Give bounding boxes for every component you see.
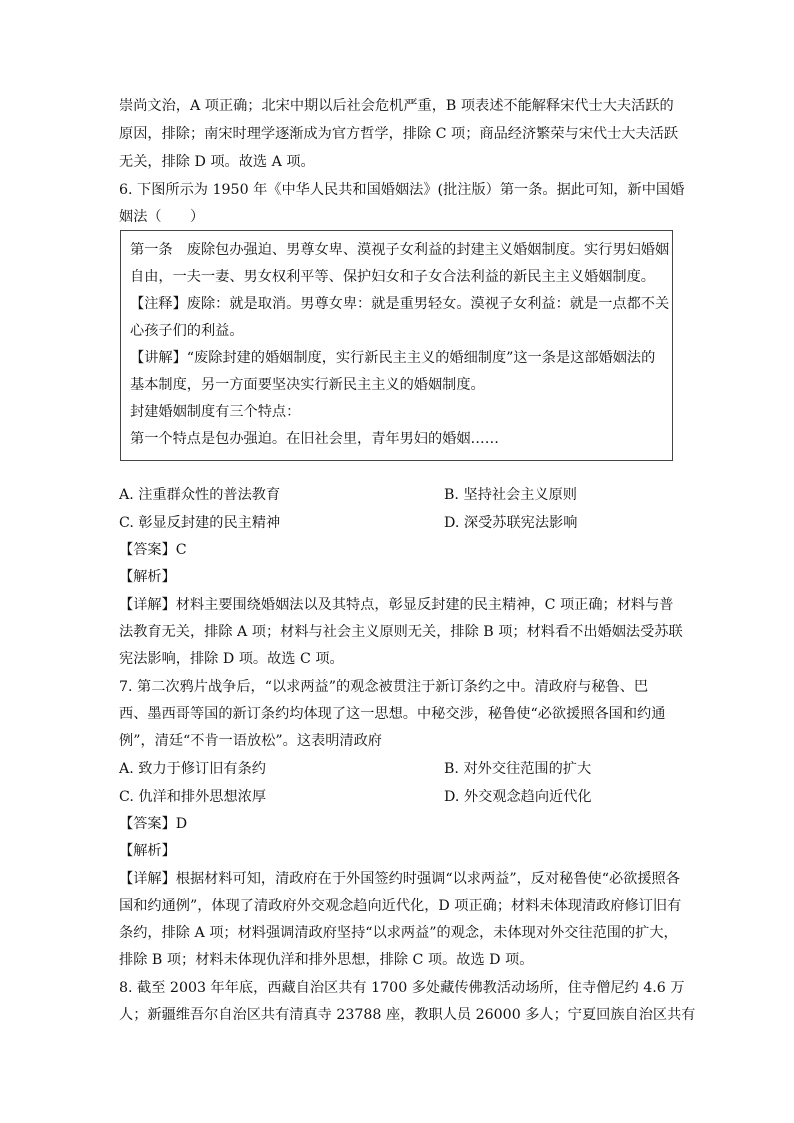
q6-material-line-7: 封建婚姻制度有三个特点：: [130, 404, 301, 420]
q6-option-b: B. 坚持社会主义原则: [444, 487, 577, 503]
q7-detail-line-2: 国和约通例”，体现了清政府外交观念趋向近代化，D 项正确；材料未体现清政府修订旧有: [119, 898, 682, 914]
q7-detail-line-1: 【详解】根据材料可知，清政府在于外国签约时强调“以求两益”，反对秘鲁使“必欲援照各: [119, 871, 680, 887]
q6-answer: 【答案】C: [119, 542, 187, 558]
q7-detail-line-4: 排除 B 项；材料未体现仇洋和排外思想，排除 C 项。故选 D 项。: [119, 952, 534, 968]
q6-material-line-4: 心孩子们的利益。: [130, 323, 244, 339]
q6-material-line-3: 【注释】废除：就是取消。男尊女卑：就是重男轻女。漠视子女利益：就是一点都不关: [130, 296, 670, 312]
q6-material-line-2: 自由，一夫一妻、男女权利平等、保护妇女和子女合法利益的新民主主义婚姻制度。: [130, 269, 655, 285]
prev-analysis-line-2: 原因，排除；南宋时理学逐渐成为官方哲学，排除 C 项；商品经济繁荣与宋代士大夫活跃: [119, 126, 679, 142]
q7-option-c: C. 仇洋和排外思想浓厚: [119, 789, 267, 805]
q7-option-a: A. 致力于修订旧有条约: [119, 761, 266, 777]
q7-option-b: B. 对外交往范围的扩大: [444, 761, 592, 777]
q7-stem-line-3: 例”，清廷“不肯一语放松”。这表明清政府: [119, 733, 382, 749]
q7-answer: 【答案】D: [119, 816, 188, 832]
q6-material-line-6: 基本制度，另一方面要坚决实行新民主主义的婚姻制度。: [130, 377, 485, 393]
q7-analysis-label: 【解析】: [119, 843, 176, 859]
q6-material-line-5: 【讲解】“废除封建的婚姻制度，实行新民主主义的婚细制度”这一条是这部婚姻法的: [130, 350, 656, 366]
q6-stem-line-2: 姻法（ ）: [119, 209, 205, 225]
q7-stem-line-2: 西、墨西哥等国的新订条约均体现了这一思想。中秘交涉，秘鲁使“必欲援照各国和约通: [119, 706, 666, 722]
q6-material-line-8: 第一个特点是包办强迫。在旧社会里，青年男妇的婚姻……: [130, 431, 499, 447]
q7-detail-line-3: 条约，排除 A 项；材料强调清政府坚持“以求两益”的观念，未体现对外交往范围的扩大，: [119, 925, 678, 941]
q6-analysis-label: 【解析】: [119, 569, 176, 585]
q6-detail-line-1: 【详解】材料主要围绕婚姻法以及其特点，彰显反封建的民主精神，C 项正确；材料与普: [119, 597, 674, 613]
q6-option-d: D. 深受苏联宪法影响: [444, 515, 578, 531]
prev-analysis-line-3: 无关，排除 D 项。故选 A 项。: [119, 154, 315, 170]
q8-stem-line-1: 8. 截至 2003 年年底，西藏自治区共有 1700 多处藏传佛教活动场所，住寺僧尼约 4.6 万: [119, 980, 685, 996]
q6-option-c: C. 彰显反封建的民主精神: [119, 515, 281, 531]
q6-detail-line-2: 法教育无关，排除 A 项；材料与社会主义原则无关，排除 B 项；材料看不出婚姻法受苏联: [119, 624, 683, 640]
q7-option-d: D. 外交观念趋向近代化: [444, 789, 592, 805]
q7-stem-line-1: 7. 第二次鸦片战争后，“以求两益”的观念被贯注于新订条约之中。清政府与秘鲁、巴: [119, 679, 649, 695]
q6-detail-line-3: 宪法影响，排除 D 项。故选 C 项。: [119, 651, 344, 667]
q6-material-box: [120, 230, 673, 461]
q8-stem-line-2: 人；新疆维吾尔自治区共有清真寺 23788 座，教职人员 26000 多人；宁夏回族自治区共有: [119, 1007, 696, 1023]
q6-stem-line-1: 6. 下图所示为 1950 年《中华人民共和国婚姻法》(批注版）第一条。据此可知，新中国婚: [119, 182, 685, 198]
q6-material-line-1: 第一条 废除包办强迫、男尊女卑、漠视子女利益的封建主义婚姻制度。实行男妇婚姻: [130, 242, 670, 258]
prev-analysis-line-1: 崇尚文治，A 项正确；北宋中期以后社会危机严重，B 项表述不能解释宋代士大夫活跃的: [119, 98, 674, 114]
q6-option-a: A. 注重群众性的普法教育: [119, 487, 281, 503]
